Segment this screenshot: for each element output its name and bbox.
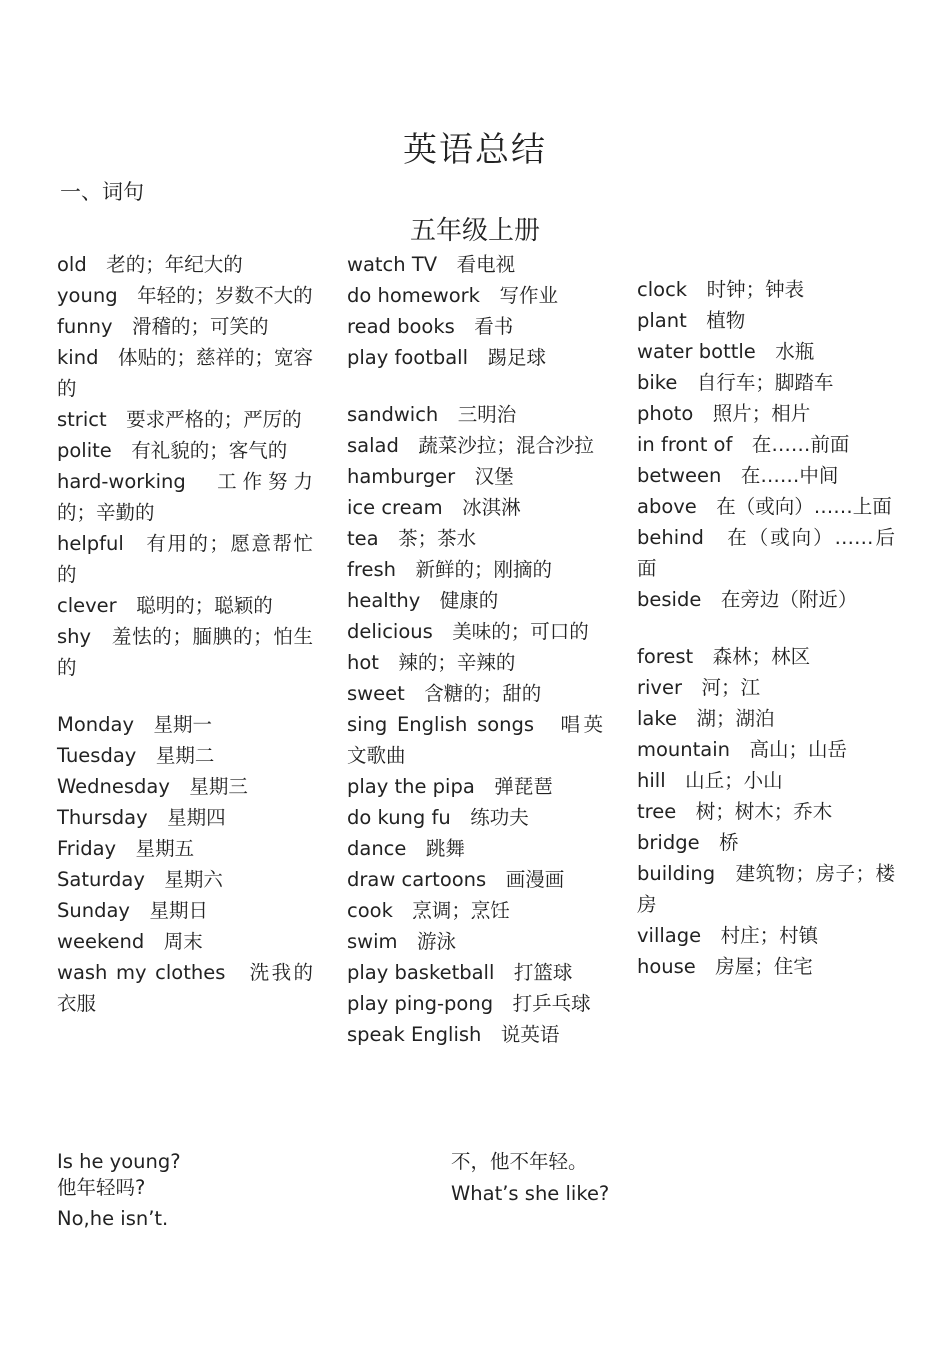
vocab-entry: water bottle 水瓶	[637, 340, 815, 363]
vocab-entry: between 在……中间	[637, 464, 839, 487]
vocab-entry: Tuesday 星期二	[57, 744, 215, 767]
vocab-entry: salad 蔬菜沙拉；混合沙拉	[347, 434, 594, 457]
dialog-right	[451, 1147, 609, 1208]
vocab-entry: fresh 新鲜的；刚摘的	[347, 558, 552, 581]
vocab-entry: bike 自行车；脚踏车	[637, 371, 834, 394]
vocab-entry: draw cartoons 画漫画	[347, 868, 565, 891]
vocab-entry: old 老的；年纪大的	[57, 253, 243, 276]
vocab-entry: watch TV 看电视	[347, 253, 516, 276]
vocab-entry: weekend 周末	[57, 930, 203, 953]
section-heading: 一、词句	[60, 180, 144, 204]
vocab-entry: hill 山丘；小山	[637, 769, 783, 792]
vocab-entry: above 在（或向）……上面	[637, 495, 892, 518]
dialog-left	[57, 1147, 181, 1233]
vocab-entry: tree 树；树木；乔木	[637, 800, 833, 823]
vocab-entry: play football 踢足球	[347, 346, 547, 369]
vocab-entry: hard-working 工作努力的；辛勤的	[57, 470, 313, 524]
vocab-entry: Friday 星期五	[57, 837, 195, 860]
vocab-entry: hot 辣的；辛辣的	[347, 651, 516, 674]
dialog-line: Is he young?	[57, 1150, 181, 1173]
vocab-column-1	[57, 249, 313, 1019]
vocab-entry: strict 要求严格的；严厉的	[57, 408, 302, 431]
vocab-entry: behind 在（或向）……后面	[637, 526, 895, 580]
vocab-entry: sandwich 三明治	[347, 403, 517, 426]
vocab-entry: ice cream 冰淇淋	[347, 496, 521, 519]
vocab-entry: Wednesday 星期三	[57, 775, 248, 798]
vocab-entry: building 建筑物；房子；楼房	[637, 862, 895, 916]
vocab-entry: village 村庄；村镇	[637, 924, 819, 947]
vocab-entry: do homework 写作业	[347, 284, 558, 307]
vocab-entry: play ping-pong 打乒乓球	[347, 992, 591, 1015]
page-title: 英语总结	[403, 130, 547, 170]
vocab-entry: speak English 说英语	[347, 1023, 560, 1046]
vocab-entry: kind 体贴的；慈祥的；宽容的	[57, 346, 313, 400]
vocab-entry: polite 有礼貌的；客气的	[57, 439, 288, 462]
grade-subtitle: 五年级上册	[409, 216, 540, 246]
vocab-entry: read books 看书	[347, 315, 514, 338]
vocab-entry: tea 茶；茶水	[347, 527, 477, 550]
vocab-entry: in front of 在……前面	[637, 433, 850, 456]
vocab-entry: sing English songs 唱英文歌曲	[347, 713, 603, 767]
vocab-entry: helpful 有用的；愿意帮忙的	[57, 532, 313, 586]
dialog-line: 他年轻吗?	[57, 1176, 146, 1199]
vocab-entry: dance 跳舞	[347, 837, 465, 860]
vocab-entry: beside 在旁边（附近）	[637, 588, 858, 611]
vocab-entry: play the pipa 弹琵琶	[347, 775, 553, 798]
vocab-entry: shy 羞怯的；腼腆的；怕生的	[57, 625, 313, 679]
vocab-entry: young 年轻的；岁数不大的	[57, 284, 313, 307]
vocab-entry: house 房屋；住宅	[637, 955, 813, 978]
vocab-entry: clock 时钟；钟表	[637, 278, 805, 301]
vocab-entry: sweet 含糖的；甜的	[347, 682, 542, 705]
vocab-entry: photo 照片；相片	[637, 402, 811, 425]
group-spacer	[347, 373, 603, 399]
vocab-column-3	[637, 274, 895, 982]
vocab-entry: clever 聪明的；聪颖的	[57, 594, 273, 617]
vocab-column-2	[347, 249, 603, 1050]
dialog-line: 不，他不年轻。	[451, 1150, 588, 1173]
vocab-entry: funny 滑稽的；可笑的	[57, 315, 269, 338]
vocab-entry: river 河；江	[637, 676, 760, 699]
vocab-entry: bridge 桥	[637, 831, 739, 854]
vocab-entry: healthy 健康的	[347, 589, 499, 612]
group-spacer	[637, 615, 895, 641]
vocab-entry: Thursday 星期四	[57, 806, 226, 829]
dialog-line: What’s she like?	[451, 1182, 610, 1205]
vocab-entry: wash my clothes 洗我的衣服	[57, 961, 313, 1015]
vocab-entry: Monday 星期一	[57, 713, 212, 736]
group-spacer	[57, 683, 313, 709]
vocab-entry: do kung fu 练功夫	[347, 806, 529, 829]
dialog-line: No,he isn’t.	[57, 1207, 169, 1230]
vocab-entry: Saturday 星期六	[57, 868, 223, 891]
vocab-entry: hamburger 汉堡	[347, 465, 514, 488]
vocab-entry: forest 森林；林区	[637, 645, 811, 668]
vocab-entry: plant 植物	[637, 309, 746, 332]
vocab-entry: cook 烹调；烹饪	[347, 899, 510, 922]
vocab-entry: lake 湖；湖泊	[637, 707, 775, 730]
vocab-entry: Sunday 星期日	[57, 899, 208, 922]
vocab-entry: mountain 高山；山岳	[637, 738, 848, 761]
vocab-entry: delicious 美味的；可口的	[347, 620, 589, 643]
vocab-entry: swim 游泳	[347, 930, 457, 953]
vocab-entry: play basketball 打篮球	[347, 961, 573, 984]
